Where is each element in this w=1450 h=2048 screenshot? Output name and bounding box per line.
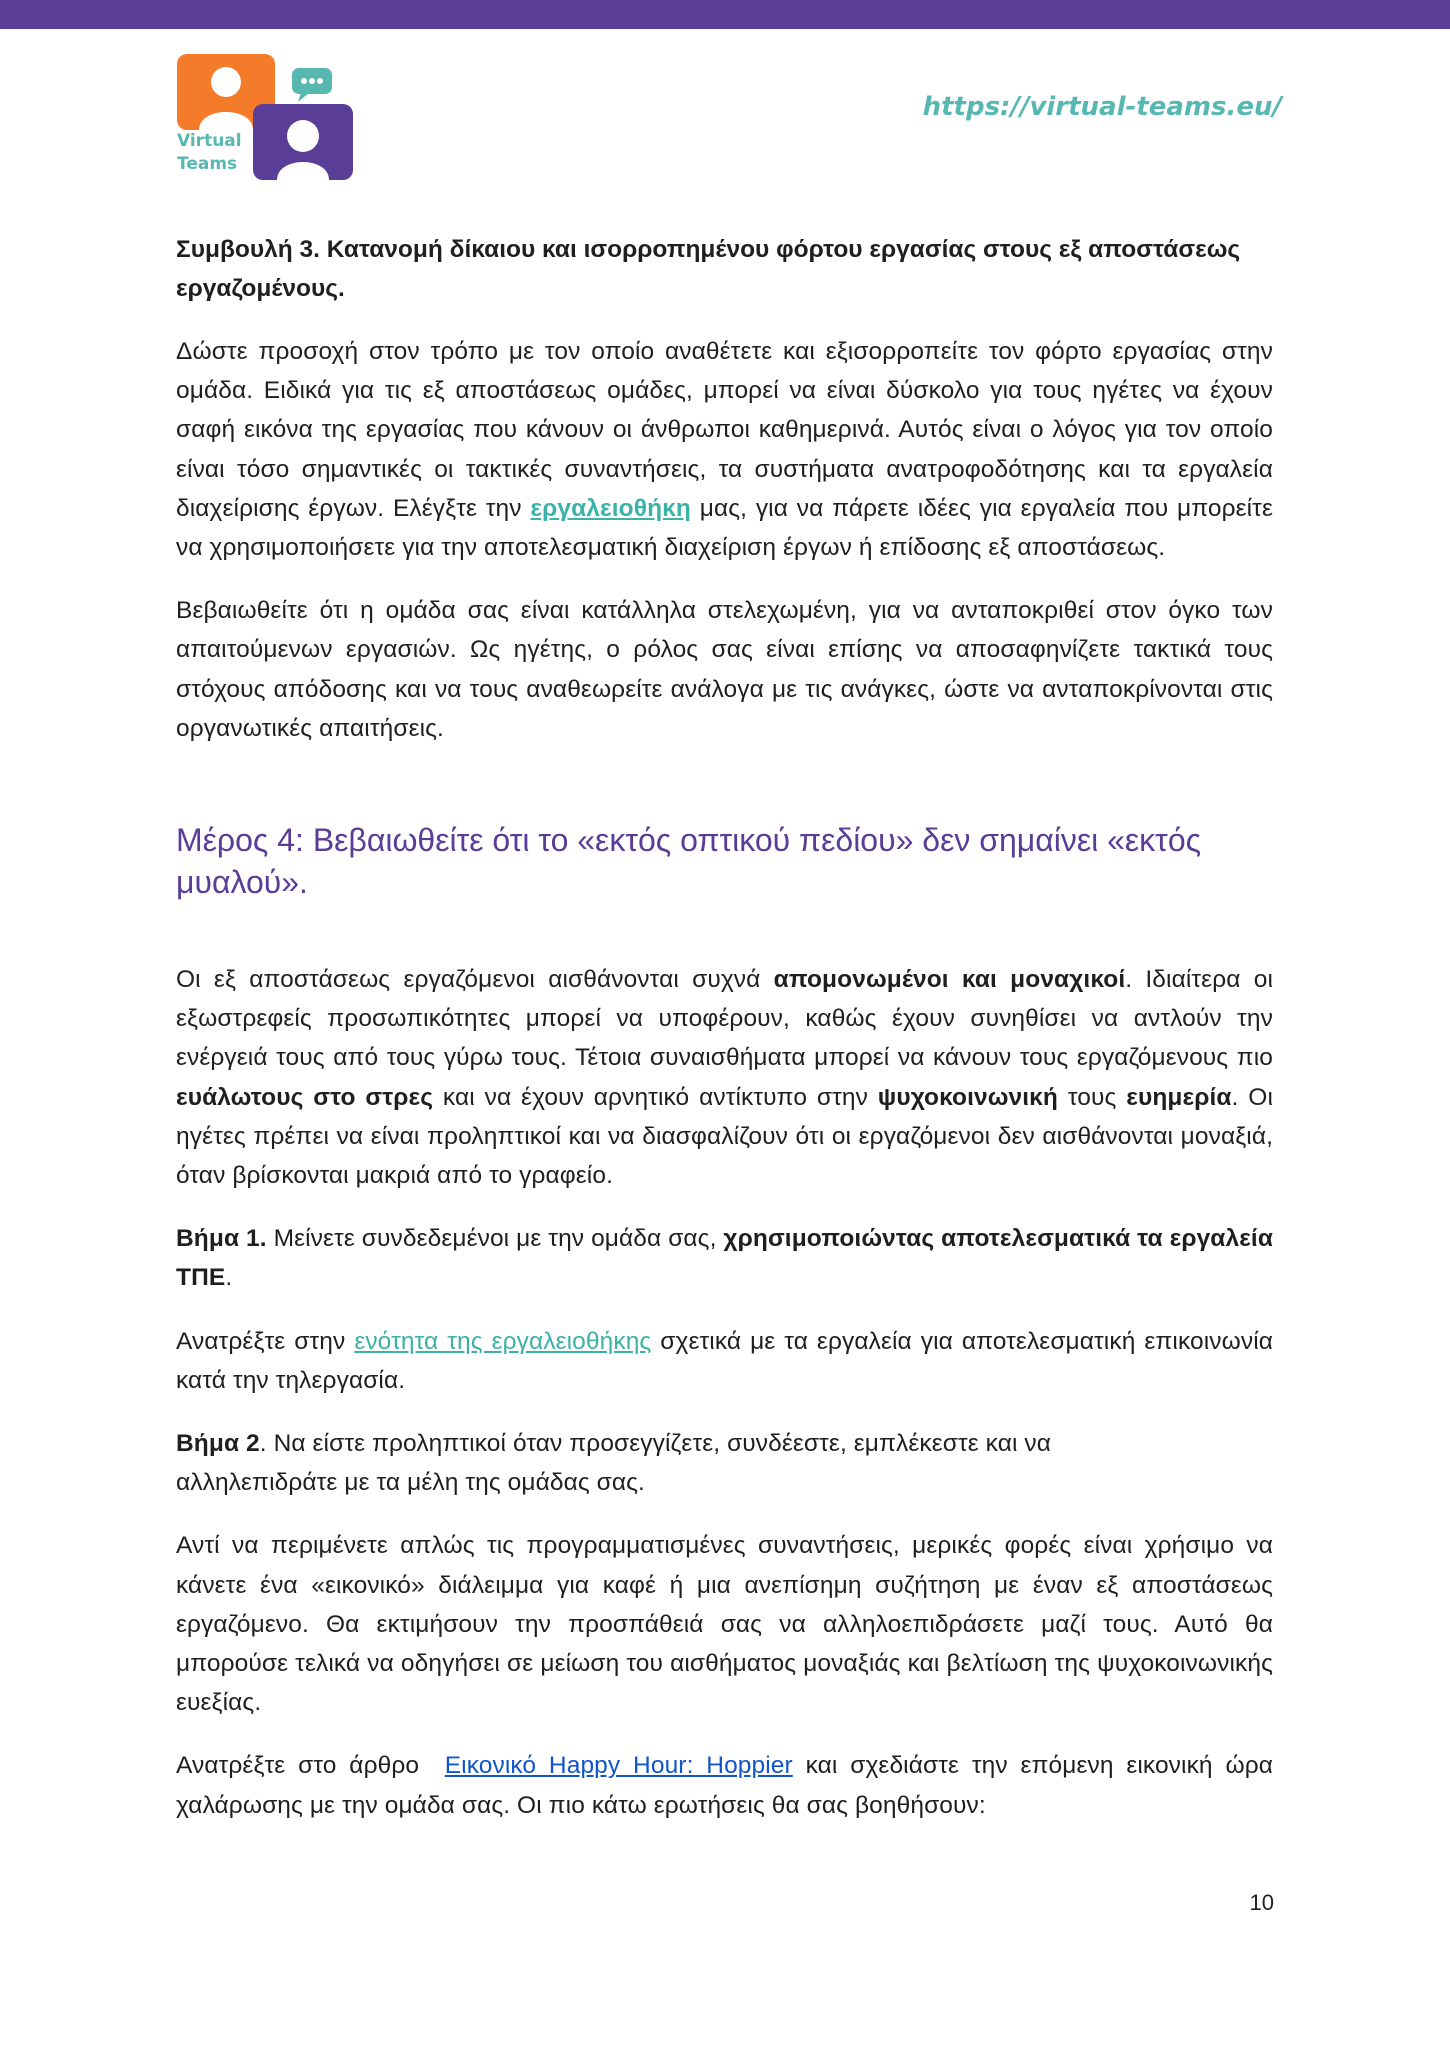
svg-text:Virtual: Virtual — [177, 131, 242, 151]
tip-3-paragraph-2: Βεβαιωθείτε ότι η ομάδα σας είναι κατάλληλα στελεχωμένη, για να ανταποκριθεί στον όγκο των απαιτούμενων εργασιών. Ως ηγέτης, ο ρόλος σας είναι επίσης να αποσαφηνίζετε τακτικά τους στόχους απόδοσης και να τους αναθεωρείτε ανάλογα με τις ανάγκες, ώστε να ανταποκρίνονται στις οργανωτικές απαιτήσεις. — [176, 597, 1273, 742]
part-4-intro-paragraph: Οι εξ αποστάσεως εργαζόμενοι αισθάνονται συχνά απομονωμένοι και μοναχικοί. Ιδιαίτερα οι εξωστρεφείς προσωπικότητες μπορεί να υποφέρουν, καθώς έχουν συνηθίσει να αντλούν την ενέργειά τους από τους γύρω τους. Τέτοια συναισθήματα μπορεί να κάνουν τους εργαζόμενους πιο ευάλωτους στο στρες και να έχουν αρνητικό αντίκτυπο στην ψυχοκοινωνική τους ευημερία. Οι ηγέτες πρέπει να είναι προληπτικοί και να διασφαλίζουν ότι οι εργαζόμενοι δεν αισθάνονται μοναξιά, όταν βρίσκονται μακριά από το γραφείο. — [176, 966, 1273, 1190]
toolbox-link[interactable]: εργαλειοθήκη — [530, 494, 691, 522]
top-brand-bar — [0, 0, 1450, 29]
site-url[interactable]: https://virtual-teams.eu/ — [922, 92, 1282, 122]
step-1-paragraph: Βήμα 1. Μείνετε συνδεδεμένοι με την ομάδα σας, χρησιμοποιώντας αποτελεσματικά τα εργαλεία ΤΠΕ. — [176, 1225, 1273, 1292]
step-2-paragraph: Βήμα 2. Να είστε προληπτικοί όταν προσεγγίζετε, συνδέεστε, εμπλέκεστε και να αλληλεπιδράτε με τα μέλη της ομάδας σας. — [176, 1430, 1052, 1497]
tip-3-paragraph-1: Δώστε προσοχή στον τρόπο με τον οποίο αναθέτετε και εξισορροπείτε τον φόρτο εργασίας στην ομάδα. Ειδικά για τις εξ αποστάσεως ομάδες, μπορεί να είναι δύσκολο για τους ηγέτες να έχουν σαφή εικόνα της εργασίας που κάνουν οι άνθρωποι καθημερινά. Αυτός είναι ο λόγος για τον οποίο είναι τόσο σημαντικές οι τακτικές συναντήσεις, τα συστήματα ανατροφοδότησης και τα εργαλεία διαχείρισης έργων. Ελέγξτε την εργαλειοθήκη μας, για να πάρετε ιδέες για εργαλεία που μπορείτε να χρησιμοποιήσετε για την αποτελεσματική διαχείριση έργων ή επίδοσης εξ αποστάσεως. — [176, 338, 1273, 562]
svg-text:Teams: Teams — [177, 154, 238, 174]
tip-3-title: Συμβουλή 3. Κατανομή δίκαιου και ισορροπημένου φόρτου εργασίας στους εξ αποστάσεως εργαζομένους. — [176, 236, 1241, 302]
part-4-heading: Μέρος 4: Βεβαιωθείτε ότι το «εκτός οπτικού πεδίου» δεν σημαίνει «εκτός μυαλού». — [176, 822, 1202, 900]
happy-hour-reference: Ανατρέξτε στο άρθρο Εικονικό Happy Hour: Hoppier και σχεδιάστε την επόμενη εικονική ώρα χαλάρωσης με την ομάδα σας. Οι πιο κάτω ερωτήσεις θα σας βοηθήσουν: — [176, 1752, 1273, 1819]
page-number: 10 — [1249, 1890, 1274, 1915]
happy-hour-article-link[interactable]: Εικονικό Happy Hour: Hoppier — [444, 1752, 793, 1780]
virtual-teams-logo — [177, 54, 355, 180]
toolbox-section-reference: Ανατρέξτε στην ενότητα της εργαλειοθήκης σχετικά με τα εργαλεία για αποτελεσματική επικοινωνία κατά την τηλεργασία. — [176, 1327, 1273, 1394]
virtual-coffee-paragraph: Αντί να περιμένετε απλώς τις προγραμματισμένες συναντήσεις, μερικές φορές είναι χρήσιμο να κάνετε ένα «εικονικό» διάλειμμα για καφέ ή μια ανεπίσημη συζήτηση με έναν εξ αποστάσεως εργαζόμενο. Θα εκτιμήσουν την προσπάθειά σας να αλληλοεπιδράσετε μαζί τους. Αυτό θα μπορούσε τελικά να οδηγήσει σε μείωση του αισθήματος μοναξιάς και βελτίωση της ψυχοκοινωνικής ευεξίας. — [176, 1532, 1273, 1717]
toolbox-section-link[interactable]: ενότητα της εργαλειοθήκης — [354, 1327, 652, 1355]
